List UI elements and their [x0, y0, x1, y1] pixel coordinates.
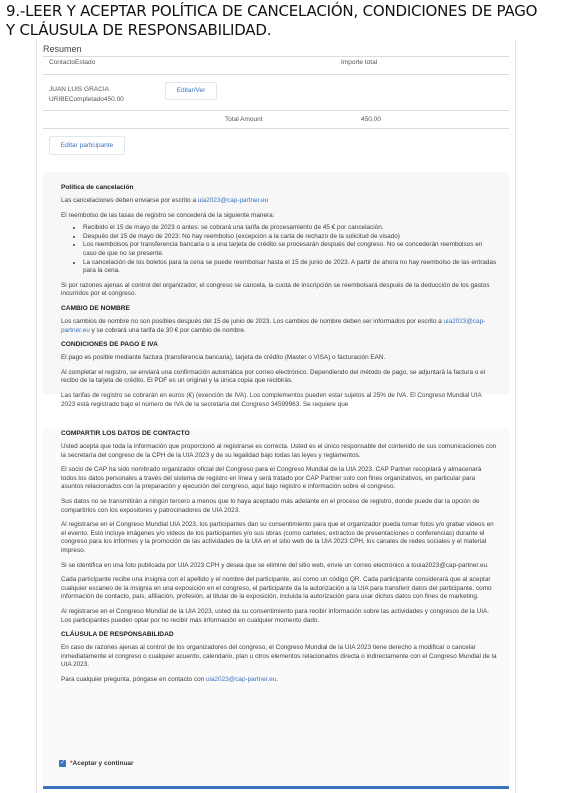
email-link[interactable]: uia2023@cap-partner.eu	[197, 197, 269, 204]
refund-list	[61, 224, 497, 276]
accept-label[interactable]	[70, 760, 134, 768]
data-sharing-p2: El socio de CAP ha sido nombrado organizador oficial del Congreso para el Congreso Mundial de la UIA 2023. CAP Partner recopilará y almacenará todos los datos personales a través del sistema de registro en línea y será tratado por CAP Partner solo con fines organizativos, en particular para asuntos relacionados con la preparación y ejecución del congreso, aquí bajo registro e información sobre el congreso.	[61, 466, 482, 491]
payment-vat: Las tarifas de registro se cobrarán en euros (€) (exención de IVA). Los complementos pueden estar sujetos al 25% de IVA. El Congreso Mundial UIA 2023 está registrado bajo el número de IVA de la secretaría del Congreso 34599963. Se requiere que	[61, 391, 482, 408]
data-sharing-title: COMPARTIR LOS DATOS DE CONTACTO	[61, 430, 190, 437]
participant-name: JUAN LUIS GRACIA	[49, 86, 109, 93]
divider	[43, 56, 509, 57]
divider	[43, 128, 509, 129]
cancellation-email-text: Las cancelaciones deben enviarse por escrito a uia2023@cap-partner.eu	[61, 197, 269, 204]
participant-detail: URIBECompletado450.00	[49, 96, 124, 103]
list-item: • Recibido el 15 de mayo de 2023 o antes: se cobrará una tarifa de procesamiento de 45 € por cancelación.	[83, 224, 497, 233]
edit-participant-button[interactable]: Editar participante	[49, 136, 125, 155]
cancellation-policy-panel[interactable]	[43, 172, 509, 408]
page-heading-line2: Y CLÁUSULA DE RESPONSABILIDAD.	[6, 21, 272, 39]
name-change-title: CAMBIO DE NOMBRE	[61, 304, 130, 312]
data-sharing-p1: Usted acepta que toda la información que proporcionó al registrarse es correcta. Usted es el único responsable del contenido de sus comunicaciones con la secretaría del congreso de la CPH de la UIA 2023 y de su legalidad bajo todas las leyes y reglamentos.	[61, 443, 497, 459]
bottom-accent-bar	[43, 786, 509, 789]
contact-text: Para cualquier pregunta, póngase en contacto con uia2023@cap-partner.eu.	[61, 675, 279, 683]
liability-text: En caso de razones ajenas al control de los organizadores del congreso, el Congreso Mundial de la UIA 2023 tiene derecho a modificar o cancelar inmediatamente el congreso o cualquier acuerdo, calendario, plan u otros elementos relacionados directa o indirectamente con el Congreso Mundial de la UIA 2023.	[61, 644, 497, 669]
list-item: • La cancelación de los boletos para la cena se puede reembolsar hasta el 15 de junio de 2023. A partir de ahora no hay reembolso de las entradas para la cena.	[83, 259, 497, 276]
required-marker: *	[70, 760, 73, 767]
page-heading-line1: 9.-LEER Y ACEPTAR POLÍTICA DE CANCELACIÓN, CONDICIONES DE PAGO	[6, 2, 538, 20]
divider	[43, 74, 509, 75]
resumen-title: Resumen	[43, 44, 82, 54]
divider	[43, 110, 509, 111]
form-frame	[36, 40, 516, 793]
column-amount: Importe total	[341, 59, 378, 66]
edit-view-button[interactable]: Editar/Ver	[165, 82, 217, 100]
terms-panel	[43, 428, 509, 788]
cancellation-policy-title: Política de cancelación	[61, 184, 134, 191]
email-link[interactable]: uia2023@cap-partner.eu	[61, 317, 486, 334]
total-amount-label: Total Amount	[225, 116, 263, 123]
data-sharing-p3: Sus datos no se transmitirán a ningún tercero a menos que lo haya aceptado más adelante en el proceso de registro, donde puede dar la opción de compartirlos con los expositores y patrocinadores de UIA 2023.	[61, 497, 480, 514]
accept-text: Aceptar y continuar	[72, 760, 134, 767]
payment-methods: El pago es posible mediante factura (transferencia bancaria), tarjeta de crédito (Master o VISA) o facturación EAN.	[61, 354, 386, 362]
column-contact-state: ContactoEstado	[49, 59, 96, 66]
liability-title: CLÁUSULA DE RESPONSABILIDAD	[61, 631, 174, 639]
data-sharing-p5: Si se identifica en una foto publicada por UIA 2023 CPH y desea que se elimine del sitio web, envíe un correo electrónico a touia2023@cap-partner.eu.	[61, 561, 489, 569]
name-change-text: Los cambios de nombre no son posibles después del 15 de junio de 2023. Los cambios de nombre deben ser informados por escrito a uia2023@cap-partner.eu y se cobrará una tarifa de 30 € por cambio de nombre.	[61, 317, 486, 334]
accept-checkbox[interactable]: ✓	[59, 760, 66, 766]
data-sharing-p6: Cada participante recibe una insignia con el apellido y el nombre del participante, así como un código QR. Cada participante considerará que al aceptar cualquier escaneo de la insignia en una exposición en el congreso, el participante da la autorización a la UIA para transferir datos del participante, como información de contacto, país, afiliación, profesión, al titular de la exposición, incluida la autorización para usar dichos datos con fines de marketing.	[61, 576, 492, 601]
cancellation-note: Si por razones ajenas al control del organizador, el congreso se cancela, la cuota de inscripción se reembolsará después de la deducción de los gastos incurridos por el congreso.	[61, 281, 490, 298]
email-link[interactable]: uia2023@cap-partner.eu	[205, 675, 277, 683]
data-sharing-p4: Al registrarse en el Congreso Mundial UIA 2023, los participantes dan su consentimiento para que el organizador pueda tomar fotos y/o grabar videos en el evento. Esto incluye imágenes y/o videos de los participantes y/o sus obras (como carteles, extractos de presentaciones o conferencias) durante el congreso para los informes y la promoción de las actividades de la UIA en el sitio web de la UIA 2023 CPH, los canales de redes sociales y el material impreso.	[61, 521, 494, 554]
payment-confirmation: Al completar el registro, se enviará una confirmación automática por correo electrónico. Dependiendo del método de pago, se adjuntará la factura o el recibo de la tarjeta de crédito. El PDF es un original y la única copia que recibirás.	[61, 368, 486, 385]
page-heading	[6, 2, 562, 40]
refund-intro: El reembolso de las tasas de registro se concederá de la siguiente manera:	[61, 211, 275, 219]
payment-title: CONDICIONES DE PAGO E IVA	[61, 341, 158, 349]
list-item: • Después del 15 de mayo de 2023: No hay reembolso (excepción a la carta de rechazo de la solicitud de visado)	[83, 233, 497, 242]
list-item: • Los reembolsos por transferencia bancaria o a una tarjeta de crédito se procesarán después del congreso. No se concederán reembolsos en caso de que no se presente.	[83, 241, 497, 258]
total-amount-value: 450,00	[361, 116, 381, 123]
data-sharing-p7: Al registrarse en el Congreso Mundial de la UIA 2023, usted da su consentimiento para recibir información sobre las actividades y congresos de la UIA. Los participantes pueden optar por no recibir más información en cualquier momento dado.	[61, 607, 490, 624]
